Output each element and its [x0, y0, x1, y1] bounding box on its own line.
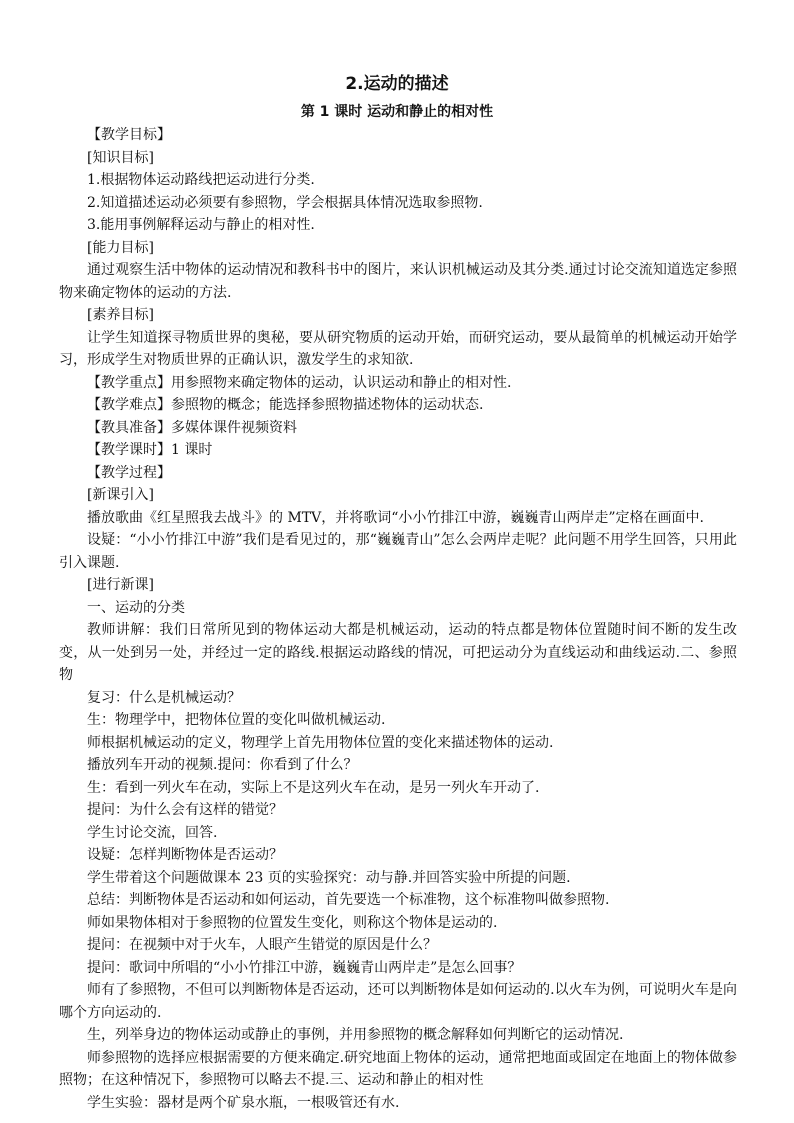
paragraph: 教师讲解：我们日常所见到的物体运动大都是机械运动，运动的特点都是物体位置随时间不断的发生改变，从一处到另一处，并经过一定的路线.根据运动路线的情况，可把运动分为直线运动和曲线运动.二、参照物: [59, 622, 737, 683]
paragraph: 播放歌曲《红星照我去战斗》的 MTV，并将歌词“小小竹排江中游，巍巍青山两岸走”定格在画面中.: [87, 509, 704, 526]
paragraph: 3.能用事例解释运动与静止的相对性.: [87, 217, 315, 233]
paragraph: 提问：在视频中对于火车，人眼产生错觉的原因是什么？: [87, 937, 437, 953]
paragraph: 师有了参照物，不但可以判断物体是否运动，还可以判断物体是如何运动的.以火车为例，可说明火车是向哪个方向运动的.: [59, 982, 737, 1021]
paragraph: 【教学难点】参照物的概念；能选择参照物描述物体的运动状态.: [87, 397, 484, 413]
paragraph: 【教学过程】: [87, 464, 171, 481]
paragraph: [能力目标]: [87, 239, 154, 256]
paragraph: 师如果物体相对于参照物的位置发生变化，则称这个物体是运动的.: [87, 914, 498, 931]
paragraph: 提问：歌词中所唱的“小小竹排江中游，巍巍青山两岸走”是怎么回事？: [87, 959, 522, 976]
paragraph: 师参照物的选择应根据需要的方便来确定.研究地面上物体的运动，通常把地面或固定在地面上的物体做参照物；在这种情况下，参照物可以略去不提.三、运动和静止的相对性: [59, 1049, 737, 1088]
paragraph: [知识目标]: [87, 149, 154, 166]
paragraph: 生：看到一列火车在动，实际上不是这列火车在动，是另一列火车开动了.: [87, 779, 540, 796]
paragraph: 【教学目标】: [87, 127, 171, 143]
paragraph: 学生讨论交流，回答.: [87, 824, 218, 841]
paragraph: 提问：为什么会有这样的错觉？: [87, 802, 283, 818]
paragraph: 【教学重点】用参照物来确定物体的运动，认识运动和静止的相对性.: [87, 374, 512, 391]
paragraph: 2.知道描述运动必须要有参照物，学会根据具体情况选取参照物.: [87, 194, 483, 211]
lesson-subtitle: 第 1 课时 运动和静止的相对性: [300, 104, 494, 120]
paragraph: 总结：判断物体是否运动和如何运动，首先要选一个标准物，这个标准物叫做参照物.: [87, 892, 610, 908]
paragraph: 设疑：怎样判断物体是否运动？: [87, 847, 283, 863]
paragraph: [进行新课]: [87, 577, 154, 593]
paragraph: 一、运动的分类: [87, 599, 185, 616]
paragraph: 复习：什么是机械运动？: [87, 689, 241, 706]
paragraph: 1.根据物体运动路线把运动进行分类.: [87, 172, 315, 188]
paragraph: 通过观察生活中物体的运动情况和教科书中的图片，来认识机械运动及其分类.通过讨论交流知道选定参照物来确定物体的运动的方法.: [59, 262, 737, 301]
paragraph: 学生实验：器材是两个矿泉水瓶，一根吸管还有水.: [87, 1094, 400, 1111]
paragraph: [素养目标]: [87, 307, 154, 323]
paragraph: 播放列车开动的视频.提问：你看到了什么？: [87, 757, 358, 773]
paragraph: 生：物理学中，把物体位置的变化叫做机械运动.: [87, 712, 386, 728]
paragraph: 【教学课时】1 课时: [87, 442, 213, 458]
paragraph: 生，列举身边的物体运动或静止的事例，并用参照物的概念解释如何判断它的运动情况.: [87, 1027, 624, 1043]
paragraph: 【教具准备】多媒体课件视频资料: [87, 419, 297, 436]
paragraph: 让学生知道探寻物质世界的奥秘，要从研究物质的运动开始，而研究运动，要从最简单的机械运动开始学习，形成学生对物质世界的正确认识，激发学生的求知欲.: [59, 329, 737, 368]
paragraph: 设疑：“小小竹排江中游”我们是看见过的，那“巍巍青山”怎么会两岸走呢？此问题不用学生回答，只用此引入课题.: [59, 532, 737, 571]
paragraph: 学生带着这个问题做课本 23 页的实验探究：动与静.并回答实验中所提的问题.: [87, 869, 571, 886]
lesson-body: [59, 124, 737, 1114]
paragraph: [新课引入]: [87, 487, 154, 503]
paragraph: 师根据机械运动的定义，物理学上首先用物体位置的变化来描述物体的运动.: [87, 734, 554, 751]
lesson-title: 2.运动的描述: [345, 74, 449, 94]
